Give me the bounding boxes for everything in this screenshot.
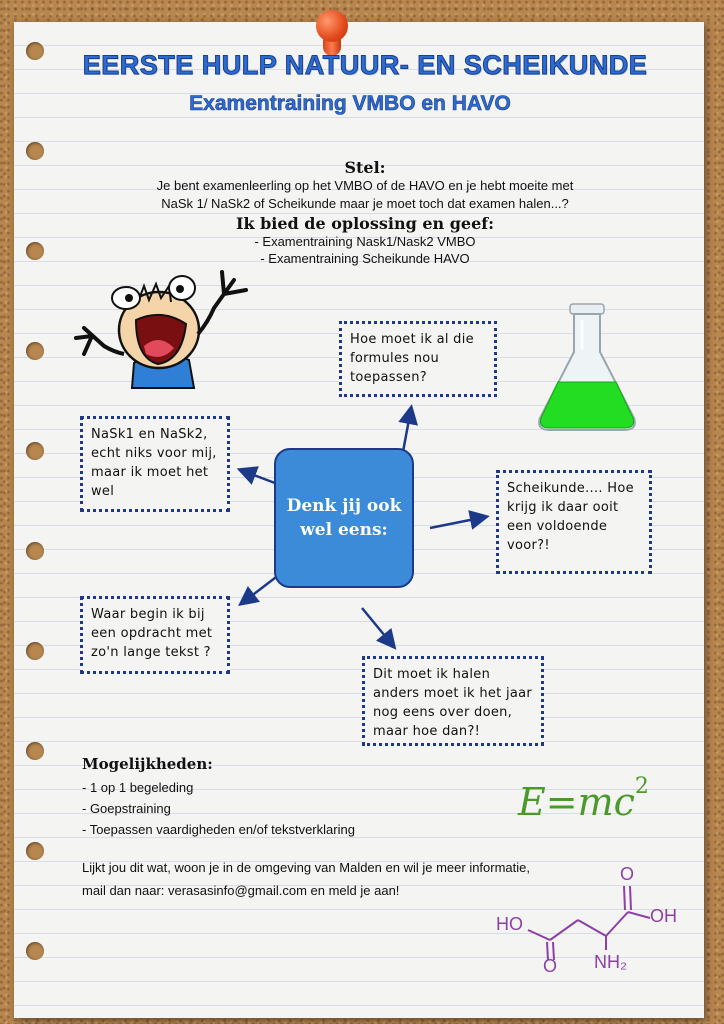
option-item: - Goepstraining [82, 801, 171, 816]
page-title: EERSTE HULP NATUUR- EN SCHEIKUNDE [82, 50, 648, 80]
options-heading: Mogelijkheden: [82, 755, 213, 773]
cta-line-2: mail dan naar: verasasinfo@gmail.com en meld je aan! [82, 883, 400, 898]
molecule-label-oh: OH [650, 906, 677, 926]
formula-base: E=mc [518, 780, 635, 824]
molecule-label-nh2: NH₂ [594, 952, 627, 972]
stel-line-1: Je bent examenleerling op het VMBO of de HAVO en je hebt moeite met [156, 178, 574, 193]
bubble-begin: Waar begin ik bij een opdracht met zo'n lange tekst ? [80, 596, 230, 674]
molecule-label-o: O [543, 956, 558, 973]
stel-line-2: NaSk 1/ NaSk2 of Scheikunde maar je moet toch dat examen halen...? [161, 196, 569, 211]
option-item: - 1 op 1 begeleding [82, 780, 194, 795]
bubble-nask: NaSk1 en NaSk2, echt niks voor mij, maar ik moet het wel [80, 416, 230, 512]
formula-emc2 [518, 774, 649, 824]
offer-heading: Ik bied de oplossing en geef: [235, 214, 495, 233]
stel-heading: Stel: [344, 158, 386, 177]
bubble-halen: Dit moet ik halen anders moet ik het jaar nog eens over doen, maar hoe dan?! [362, 656, 544, 746]
page-subtitle: Examentraining VMBO en HAVO [189, 92, 511, 115]
option-item: - Toepassen vaardigheden en/of tekstverklaring [82, 822, 355, 837]
bubble-formulas: Hoe moet ik al die formules nou toepassen? [339, 321, 497, 397]
molecule-label-o: O [620, 864, 635, 884]
center-question-box: Denk jij ook wel eens: [274, 448, 414, 588]
cta-line-1: Lijkt jou dit wat, woon je in de omgeving van Malden en wil je meer informatie, [82, 860, 531, 875]
offer-item: - Examentraining Scheikunde HAVO [260, 251, 470, 266]
bubble-scheikunde: Scheikunde.... Hoe krijg ik daar ooit een voldoende voor?! [496, 470, 652, 574]
molecule-icon [488, 858, 688, 973]
formula-exponent: 2 [634, 774, 649, 800]
molecule-label-ho: HO [496, 914, 523, 934]
offer-item: - Examentraining Nask1/Nask2 VMBO [254, 234, 476, 249]
